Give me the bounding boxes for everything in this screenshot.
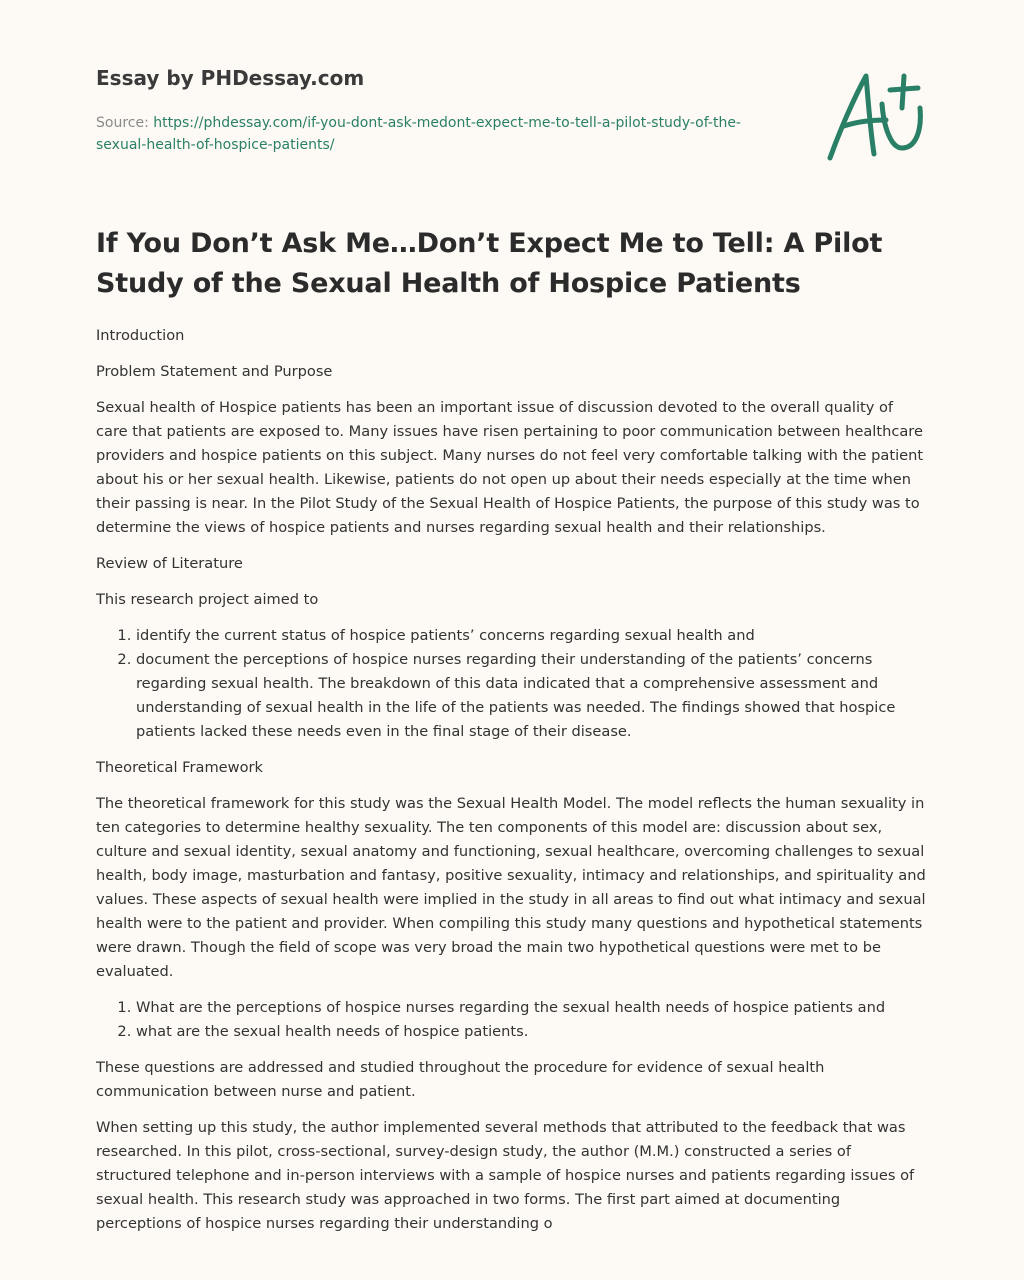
paragraph-methods: When setting up this study, the author implemented several methods that attributed to the feedback that was researched. In this pilot, cross-sectional, survey-design study, the author (M.M.) constructed a series of structured telephone and in-person interviews with a sample of hospice nurses and patients regarding issues of sexual health. This research study was approached in two forms. The first part aimed at documenting perceptions of hospice nurses regarding their understanding o: [96, 1119, 915, 1232]
a-plus-grade-icon: [822, 68, 928, 164]
article-title: If You Don’t Ask Me…Don’t Expect Me to Tell: A Pilot Study of the Sexual Health of Hospice Patients: [96, 228, 883, 299]
paragraph-theoretical-framework: The theoretical framework for this study was the Sexual Health Model. The model reflects the human sexuality in ten categories to determine healthy sexuality. The ten components of this model are: discussion about sex, culture and sexual identity, sexual anatomy and functioning, sexual healthcare, overcoming challenges to sexual health, body image, masturbation and fantasy, positive sexuality, intimacy and relationships, and spirituality and values. These aspects of sexual health were implied in the study in all areas to find out what intimacy and sexual health were to the patient and provider. When compiling this study many questions and hypothetical statements were drawn. Though the field of scope was very broad the main two hypothetical questions were met to be evaluated.: [96, 795, 926, 980]
list-item: 1. What are the perceptions of hospice nurses regarding the sexual health needs of hospice patients and: [136, 996, 928, 1020]
source-label: Source:: [96, 115, 154, 131]
review-list: [96, 624, 928, 744]
paragraph-questions: These questions are addressed and studied throughout the procedure for evidence of sexual health communication between nurse and patient.: [96, 1059, 825, 1100]
article-body: [96, 224, 928, 1248]
paragraph-problem-statement: Sexual health of Hospice patients has been an important issue of discussion devoted to the overall quality of care that patients are exposed to. Many issues have risen pertaining to poor communication between healthcare providers and hospice patients on this subject. Many nurses do not feel very comfortable talking with the patient about his or her sexual health. Likewise, patients do not open up about their needs especially at the time when their passing is near. In the Pilot Study of the Sexual Health of Hospice Patients, the purpose of this study was to determine the views of hospice patients and nurses regarding sexual health and their relationships.: [96, 399, 924, 536]
list-item: 1. identify the current status of hospice patients’ concerns regarding sexual health and: [136, 624, 928, 648]
paragraph-review-intro: This research project aimed to: [96, 591, 319, 608]
heading-theoretical-framework: Theoretical Framework: [96, 759, 263, 776]
source-link[interactable]: https://phdessay.com/if-you-dont-ask-medont-expect-me-to-tell-a-pilot-study-of-the-sexual-health-of-hospice-patients/: [96, 115, 741, 153]
source-line: [96, 112, 786, 156]
hypothesis-list: [96, 996, 928, 1044]
heading-review-of-literature: Review of Literature: [96, 555, 243, 572]
list-item: 2. document the perceptions of hospice nurses regarding their understanding of the patients’ concerns regarding sexual health. The breakdown of this data indicated that a comprehensive assessment and understanding of sexual health in the life of the patients was needed. The findings showed that hospice patients lacked these needs even in the final stage of their disease.: [136, 648, 928, 744]
heading-introduction: Introduction: [96, 327, 185, 344]
heading-problem-statement: Problem Statement and Purpose: [96, 363, 333, 380]
site-brand: Essay by PHDessay.com: [96, 66, 365, 90]
list-item: 2. what are the sexual health needs of hospice patients.: [136, 1020, 928, 1044]
